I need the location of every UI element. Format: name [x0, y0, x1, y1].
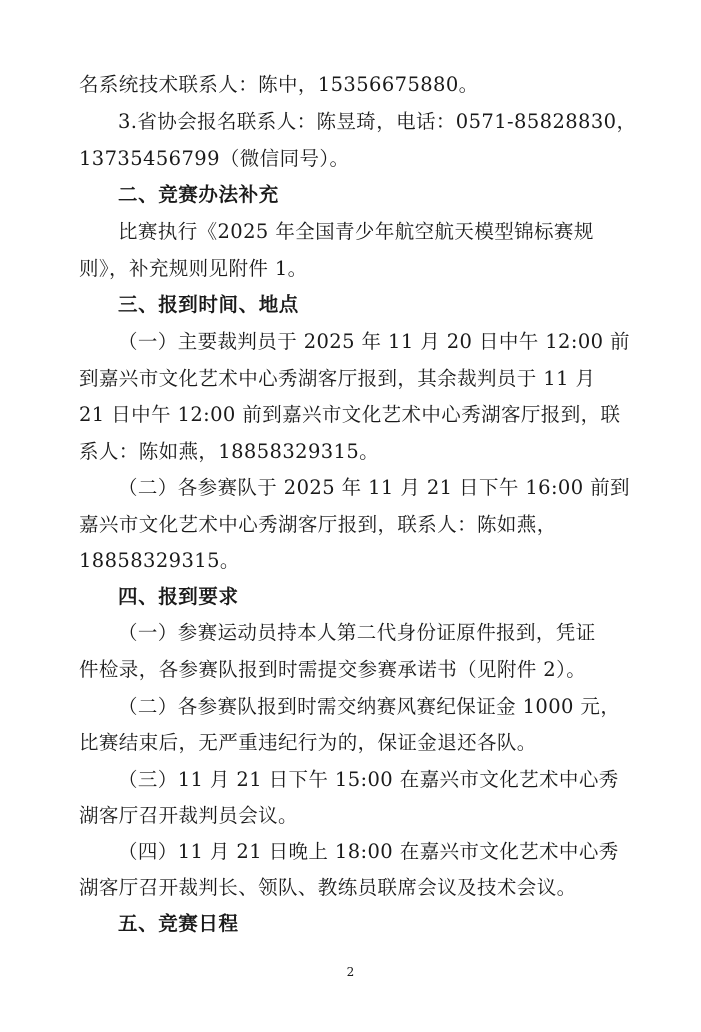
body-text-line: 比赛执行《2025 年全国青少年航空航天模型锦标赛规 — [118, 220, 594, 243]
body-text-line: 湖客厅召开裁判员会议。 — [79, 804, 298, 827]
body-text-line: 湖客厅召开裁判长、领队、教练员联席会议及技术会议。 — [79, 876, 577, 899]
body-text-line: 13735456799（微信同号）。 — [79, 147, 350, 170]
body-text-line: 则》，补充规则见附件 1。 — [79, 257, 308, 280]
page-number: 2 — [346, 965, 355, 979]
body-text-line: 名系统技术联系人：陈中，15356675880。 — [79, 73, 479, 96]
section-heading: 三、报到时间、地点 — [118, 293, 299, 316]
body-text-line: 到嘉兴市文化艺术中心秀湖客厅报到，其余裁判员于 11 月 — [79, 367, 596, 390]
body-text-line: 嘉兴市文化艺术中心秀湖客厅报到，联系人：陈如燕， — [79, 513, 557, 536]
section-heading: 二、竞赛办法补充 — [118, 183, 279, 206]
section-heading: 四、报到要求 — [118, 585, 239, 608]
body-text-line: （一）参赛运动员持本人第二代身份证原件报到，凭证 — [118, 621, 596, 644]
body-text-line: （二）各参赛队于 2025 年 11 月 21 日下午 16:00 前到 — [118, 476, 630, 499]
body-text-line: （二）各参赛队报到时需交纳赛风赛纪保证金 1000 元， — [118, 695, 621, 718]
body-text-line: 18858329315。 — [79, 549, 240, 572]
body-text-line: 比赛结束后，无严重违纪行为的，保证金退还各队。 — [79, 731, 537, 754]
body-text-line: 件检录，各参赛队报到时需提交参赛承诺书（见附件 2）。 — [79, 658, 587, 681]
body-text-line: （三）11 月 21 日下午 15:00 在嘉兴市文化艺术中心秀 — [118, 768, 619, 791]
body-text-line: 21 日中午 12:00 前到嘉兴市文化艺术中心秀湖客厅报到，联 — [79, 403, 621, 426]
section-heading: 五、竞赛日程 — [118, 912, 239, 935]
body-text-line: 3.省协会报名联系人：陈昱琦，电话：0571-85828830， — [118, 110, 637, 133]
body-text-line: 系人：陈如燕，18858329315。 — [79, 440, 380, 463]
body-text-line: （一）主要裁判员于 2025 年 11 月 20 日中午 12:00 前 — [118, 330, 630, 353]
body-text-line: （四）11 月 21 日晚上 18:00 在嘉兴市文化艺术中心秀 — [118, 840, 619, 863]
